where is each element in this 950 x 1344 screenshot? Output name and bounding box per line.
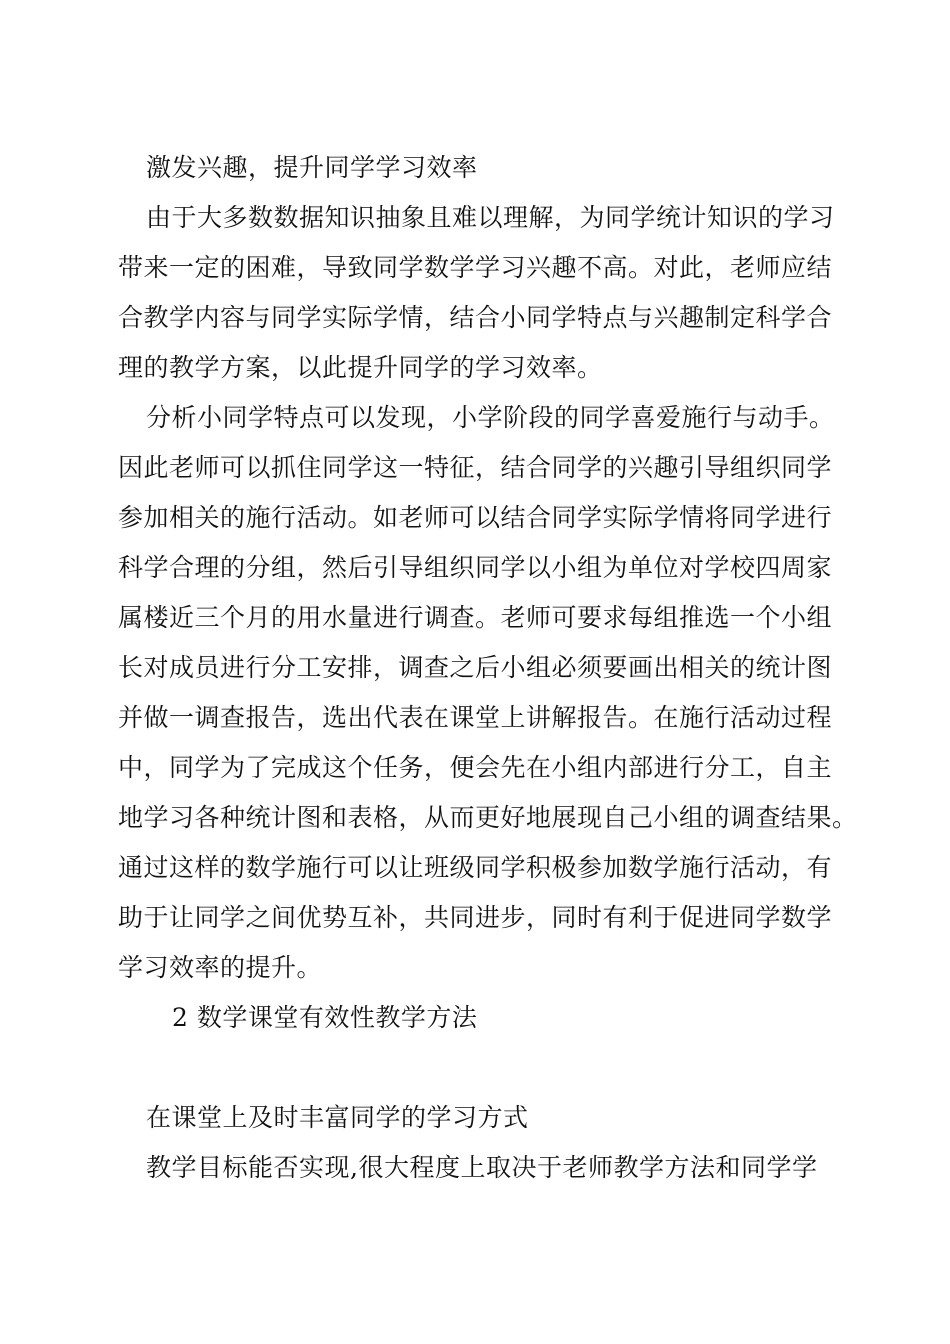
paragraph-line: 理的教学方案，以此提升同学的学习效率。	[118, 353, 603, 382]
paragraph-line: 通过这样的数学施行可以让班级同学积极参加数学施行活动，有	[118, 853, 833, 882]
paragraph-line: 属楼近三个月的用水量进行调查。老师可要求每组推选一个小组	[118, 603, 833, 632]
section-heading-methods: 2 数学课堂有效性教学方法	[172, 1003, 478, 1032]
paragraph-line: 并做一调查报告，选出代表在课堂上讲解报告。在施行活动过程	[118, 703, 833, 732]
paragraph-line: 分析小同学特点可以发现，小学阶段的同学喜爱施行与动手。	[146, 403, 835, 432]
paragraph-line: 学习效率的提升。	[118, 953, 323, 982]
paragraph-line: 长对成员进行分工安排，调查之后小组必须要画出相关的统计图	[118, 653, 833, 682]
paragraph-line: 带来一定的困难，导致同学数学学习兴趣不高。对此，老师应结	[118, 253, 833, 282]
subsection-heading: 在课堂上及时丰富同学的学习方式	[146, 1103, 529, 1132]
paragraph-line: 合教学内容与同学实际学情，结合小同学特点与兴趣制定科学合	[118, 303, 833, 332]
paragraph-line: 地学习各种统计图和表格，从而更好地展现自己小组的调查结果。	[118, 803, 858, 832]
paragraph-line: 教学目标能否实现,很大程度上取决于老师教学方法和同学学	[146, 1153, 818, 1182]
paragraph-line: 助于让同学之间优势互补，共同进步，同时有利于促进同学数学	[118, 903, 833, 932]
paragraph-line: 参加相关的施行活动。如老师可以结合同学实际学情将同学进行	[118, 503, 833, 532]
paragraph-line: 因此老师可以抓住同学这一特征，结合同学的兴趣引导组织同学	[118, 453, 833, 482]
paragraph-line: 由于大多数数据知识抽象且难以理解，为同学统计知识的学习	[146, 203, 835, 232]
section-heading-interest: 激发兴趣，提升同学学习效率	[146, 153, 478, 182]
paragraph-line: 中，同学为了完成这个任务，便会先在小组内部进行分工，自主	[118, 753, 833, 782]
paragraph-line: 科学合理的分组，然后引导组织同学以小组为单位对学校四周家	[118, 553, 833, 582]
